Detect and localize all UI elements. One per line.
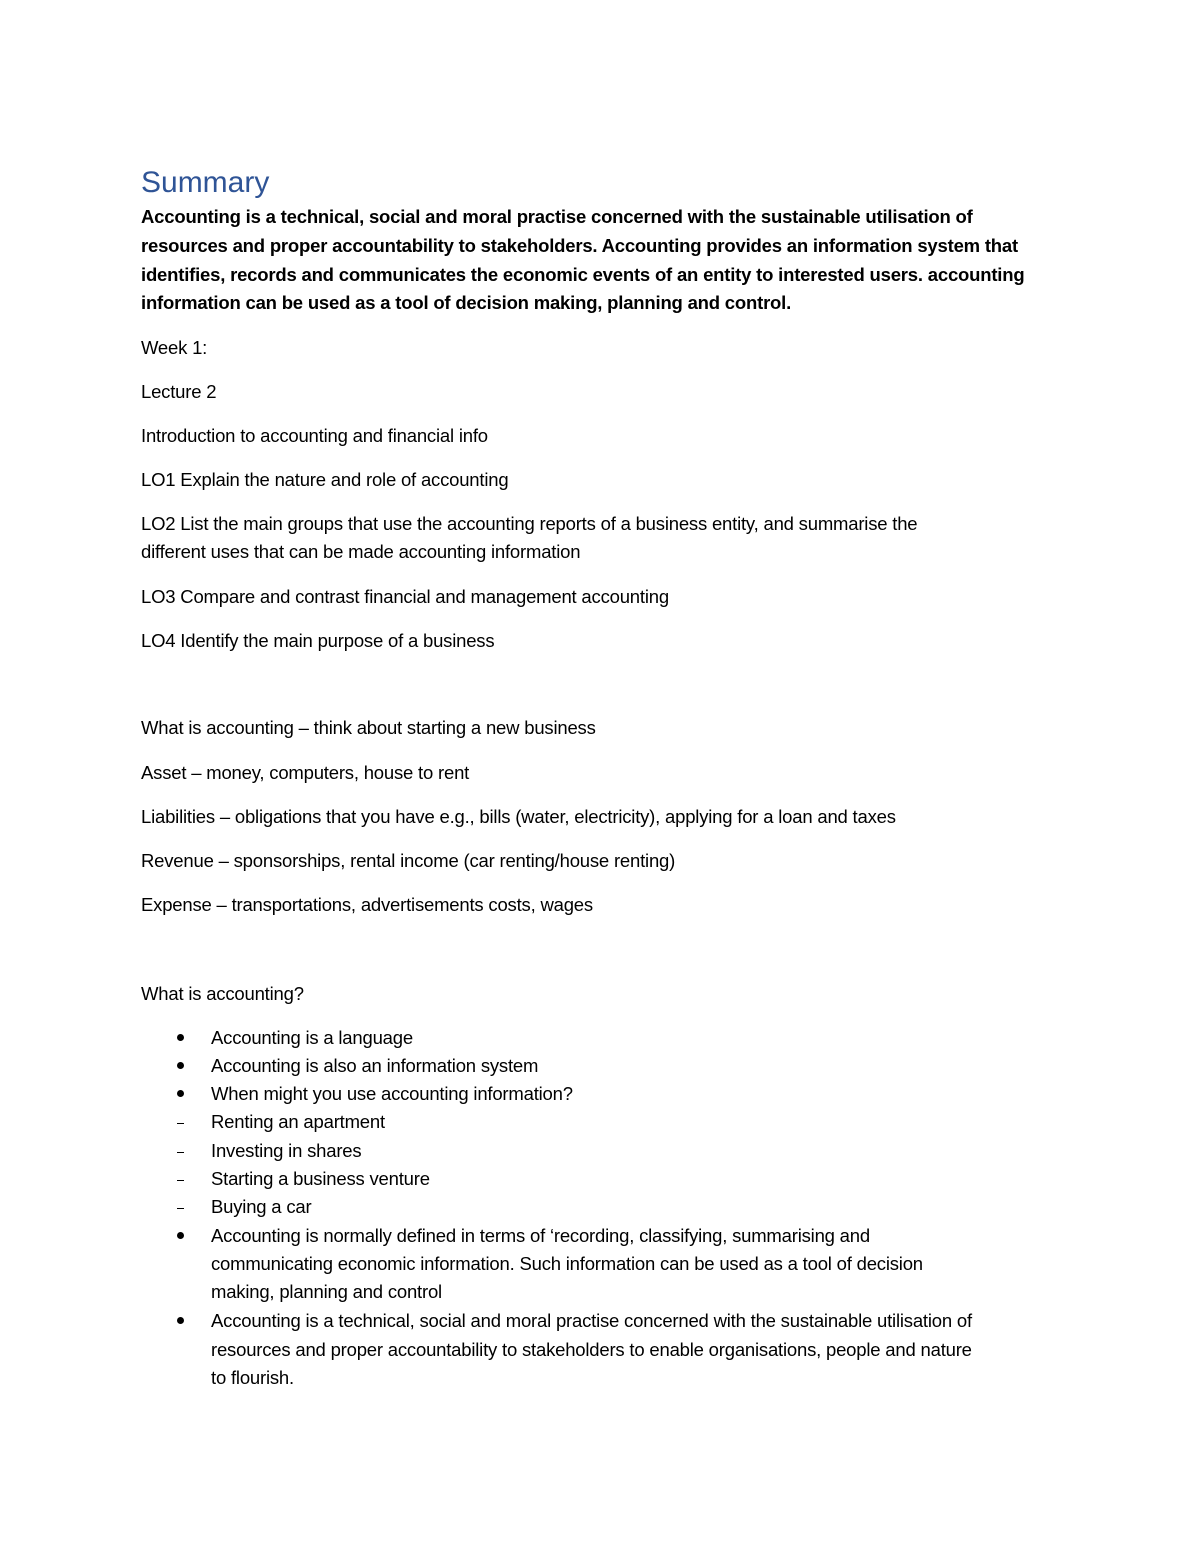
- list-item-text: When might you use accounting information?: [211, 1083, 573, 1104]
- intro-line: identifies, records and communicates the economic events of an entity to interested users. accounting: [141, 264, 1025, 285]
- asset-line: Asset – money, computers, house to rent: [141, 762, 470, 783]
- bullet-icon: [160, 1024, 200, 1053]
- intro-line: resources and proper accountability to stakeholders. Accounting provides an information system that: [141, 235, 1018, 256]
- list-item-text: resources and proper accountability to stakeholders to enable organisations, people and nature: [211, 1339, 972, 1360]
- lecture-label: Lecture 2: [141, 381, 217, 402]
- week-label: Week 1:: [141, 337, 208, 358]
- list-item-text: Accounting is also an information system: [211, 1055, 539, 1076]
- learning-outcome-2: LO2 List the main groups that use the accounting reports of a business entity, and summarise the: [141, 513, 918, 534]
- learning-outcome-1: LO1 Explain the nature and role of accounting: [141, 469, 509, 490]
- bullet-icon: [160, 1222, 200, 1251]
- what-is-intro: What is accounting – think about starting a new business: [141, 717, 596, 738]
- topic-heading: Introduction to accounting and financial info: [141, 425, 488, 446]
- list-item-text: Accounting is normally defined in terms of ‘recording, classifying, summarising and: [211, 1225, 870, 1246]
- bullet-icon: [160, 1080, 200, 1109]
- list-item-text: Starting a business venture: [211, 1168, 430, 1189]
- list-item-text: to flourish.: [211, 1367, 294, 1388]
- bullet-icon: [160, 1052, 200, 1081]
- list-item-text: Buying a car: [211, 1196, 312, 1217]
- list-item-text: Renting an apartment: [211, 1111, 385, 1132]
- list-item-text: communicating economic information. Such information can be used as a tool of decision: [211, 1253, 923, 1274]
- list-item-text: making, planning and control: [211, 1281, 442, 1302]
- question-heading: What is accounting?: [141, 983, 304, 1004]
- bullet-icon: [160, 1307, 200, 1336]
- intro-line: information can be used as a tool of decision making, planning and control.: [141, 292, 792, 313]
- learning-outcome-2-cont: different uses that can be made accounting information: [141, 541, 581, 562]
- dash-icon: [160, 1108, 200, 1137]
- learning-outcome-4: LO4 Identify the main purpose of a business: [141, 630, 495, 651]
- expense-line: Expense – transportations, advertisements costs, wages: [141, 894, 593, 915]
- intro-line: Accounting is a technical, social and moral practise concerned with the sustainable utilisation of: [141, 206, 973, 227]
- list-item-text: Investing in shares: [211, 1140, 362, 1161]
- page-title: Summary: [141, 166, 270, 199]
- dash-icon: [160, 1165, 200, 1194]
- dash-icon: [160, 1193, 200, 1222]
- dash-icon: [160, 1137, 200, 1166]
- learning-outcome-3: LO3 Compare and contrast financial and management accounting: [141, 586, 669, 607]
- revenue-line: Revenue – sponsorships, rental income (car renting/house renting): [141, 850, 676, 871]
- list-item-text: Accounting is a technical, social and moral practise concerned with the sustainable utilisation of: [211, 1310, 972, 1331]
- liabilities-line: Liabilities – obligations that you have e.g., bills (water, electricity), applying for a loan and taxes: [141, 806, 896, 827]
- list-item-text: Accounting is a language: [211, 1027, 413, 1048]
